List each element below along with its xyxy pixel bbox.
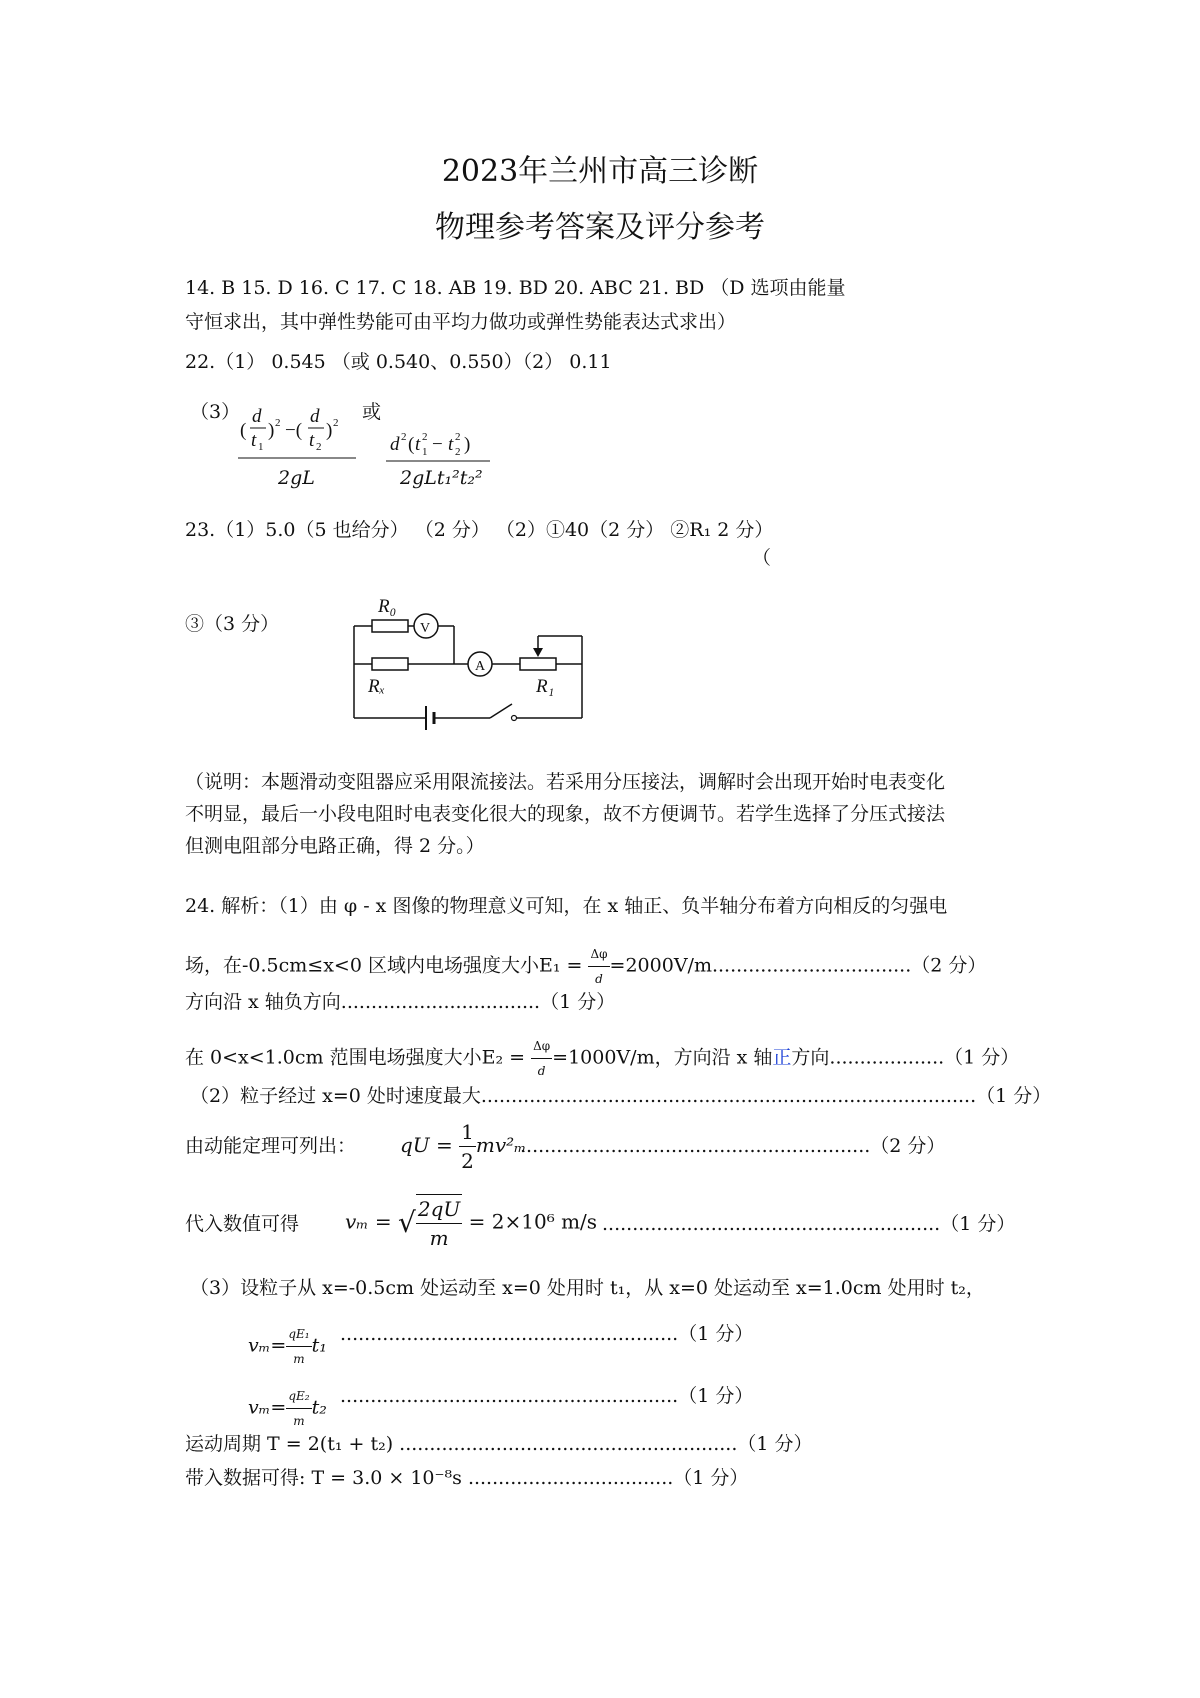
half-den: 2 — [461, 1149, 474, 1173]
q24-line10-vm: vₘ= — [248, 1396, 287, 1419]
circuit-diagram-svg — [340, 586, 600, 736]
e2-fraction-den: d — [537, 1064, 546, 1078]
svg-text:(: ( — [240, 420, 247, 441]
mc-answers-line2: 守恒求出，其中弹性势能可由平均力做功或弹性势能表达式求出） — [185, 311, 737, 333]
q24-line4-positive: 正 — [772, 1046, 792, 1069]
q24-line2-tail: =2000V/m.................................（2 分） — [609, 954, 987, 977]
svg-text:−(: −( — [285, 420, 303, 441]
q23-note-line3: 但测电阻部分电路正确，得 2 分。） — [185, 835, 485, 857]
q24-line10 — [248, 1384, 327, 1433]
q24-line4 — [185, 1034, 1019, 1083]
q24-line7-equation — [345, 1194, 597, 1252]
q24-line12: 带入数据可得: T = 3.0 × 10⁻⁸s ..................................（1 分） — [185, 1467, 749, 1489]
svg-text:d: d — [390, 434, 400, 455]
q24-line2 — [185, 942, 986, 991]
q24-line9-t1: t₁ — [311, 1334, 327, 1357]
svg-text:): ) — [326, 420, 333, 441]
e1-fraction-den: d — [595, 972, 603, 986]
q24-line11: 运动周期 T = 2(t₁ + t₂) ........................................................（1 分） — [185, 1433, 813, 1455]
q24-line7-tail: ........................................................（1 分） — [602, 1213, 1016, 1235]
e2-fraction — [531, 1034, 552, 1083]
q22-formula-1-denominator: 2gL — [278, 467, 315, 489]
qe1-num: qE₁ — [286, 1322, 311, 1347]
q22-formula-2-denominator: 2gLt₁²t₂² — [400, 467, 483, 489]
svg-text:1: 1 — [258, 441, 264, 453]
q24-line6-eq: qU = — [400, 1133, 460, 1157]
page-subtitle: 物理参考答案及评分参考 — [435, 210, 765, 245]
sqrt-num: 2qU — [416, 1195, 462, 1224]
r0-resistor — [372, 620, 408, 632]
q24-line9-vm: vₘ= — [248, 1334, 287, 1357]
svg-text:t: t — [309, 430, 315, 451]
q23-note-line1: （说明：本题滑动变阻器应采用限流接法。若采用分压接法，调解时会出现开始时电表变化 — [185, 771, 946, 793]
rx-label: Rₓ — [368, 676, 386, 697]
circuit-diagram — [340, 586, 600, 736]
svg-text:2: 2 — [455, 446, 461, 458]
qe1-den: m — [293, 1352, 305, 1366]
q24-line4-tail: 方向...................（1 分） — [791, 1046, 1020, 1069]
sqrt-den: m — [429, 1226, 449, 1250]
q24-line4-mid: =1000V/m，方向沿 x 轴 — [552, 1046, 773, 1069]
svg-text:2: 2 — [455, 431, 461, 443]
q22-part12: 22.（1） 0.545 （或 0.540、0.550）（2） 0.11 — [185, 351, 612, 373]
svg-text:): ) — [268, 420, 275, 441]
q24-line10-t2: t₂ — [311, 1396, 327, 1419]
svg-text:(: ( — [408, 434, 415, 455]
mc-answers-line1: 14. B 15. D 16. C 17. C 18. AB 19. BD 20. ABC 21. BD （D 选项由能量 — [185, 277, 846, 299]
sqrt-sign: √ — [398, 1206, 416, 1239]
q24-line6-tail: ..........................................................（2 分） — [520, 1135, 946, 1157]
rx-resistor — [372, 658, 408, 670]
q24-line6-rest: mv²ₘ — [475, 1133, 527, 1157]
q22-part3-label: （3） — [190, 401, 241, 423]
r1-rheostat — [520, 658, 556, 670]
q24-line6-label: 由动能定理可列出： — [185, 1135, 357, 1157]
svg-text:t: t — [251, 430, 257, 451]
q23-part3-label: ③（3 分） — [185, 613, 280, 635]
switch-lever — [490, 704, 512, 718]
r1-label: R₁ — [536, 676, 555, 697]
q24-line9 — [248, 1322, 327, 1371]
qe2-num: qE₂ — [286, 1384, 311, 1409]
svg-text:2: 2 — [275, 417, 281, 429]
q24-line8: （3）设粒子从 x=-0.5cm 处运动至 x=0 处用时 t₁，从 x=0 处运动至 x=1.0cm 处用时 t₂， — [190, 1277, 985, 1299]
switch-contact — [512, 716, 517, 721]
e1-fraction-num: Δφ — [588, 942, 609, 967]
q22-formula-2 — [386, 428, 494, 468]
page-title: 2023年兰州市高三诊断 — [441, 154, 759, 189]
q22-or-word: 或 — [362, 401, 382, 423]
e1-fraction — [588, 942, 609, 991]
q22-formula-2-svg — [386, 428, 494, 468]
svg-text:2: 2 — [422, 431, 428, 443]
svg-text:2: 2 — [316, 441, 322, 453]
qe1-fraction — [286, 1322, 311, 1371]
ammeter-label: A — [475, 659, 486, 674]
q24-line3: 方向沿 x 轴负方向.................................（1 分） — [185, 991, 616, 1013]
r0-label: R₀ — [378, 596, 397, 617]
svg-text:1: 1 — [422, 446, 428, 458]
q24-line4-text: 在 0<x<1.0cm 范围电场强度大小E₂ = — [185, 1046, 532, 1069]
qe2-fraction — [286, 1384, 311, 1433]
svg-text:−: − — [432, 434, 443, 455]
q24-line7-result: = 2×10⁶ m/s — [468, 1209, 598, 1234]
q24-line9-tail: ........................................................（1 分） — [340, 1323, 754, 1345]
svg-text:d: d — [252, 406, 262, 427]
q24-line2-text: 场，在-0.5cm≤x<0 区域内电场强度大小E₁ = — [185, 954, 589, 977]
slider-arrow — [533, 648, 543, 657]
voltmeter-label: V — [420, 621, 431, 636]
q24-line6-equation — [400, 1118, 526, 1175]
q23-note-line2: 不明显，最后一小段电阻时电表变化很大的现象，故不方便调节。若学生选择了分压式接法 — [185, 803, 946, 825]
half-fraction — [459, 1118, 476, 1175]
svg-text:t: t — [415, 434, 421, 455]
q24-line10-tail: ........................................................（1 分） — [340, 1385, 754, 1407]
q24-line1: 24. 解析：（1）由 φ - x 图像的物理意义可知，在 x 轴正、负半轴分布着方向相反的匀强电 — [185, 895, 948, 917]
q24-line7-label: 代入数值可得 — [185, 1213, 300, 1235]
svg-text:d: d — [310, 406, 320, 427]
e2-fraction-num: Δφ — [531, 1034, 552, 1059]
svg-text:): ) — [464, 434, 471, 455]
qe2-den: m — [293, 1414, 305, 1428]
svg-text:2: 2 — [333, 417, 339, 429]
q24-line7-eq: vₘ = — [345, 1209, 399, 1234]
svg-text:t: t — [448, 434, 454, 455]
q24-line5: （2）粒子经过 x=0 处时速度最大..................................................................................（1 分） — [190, 1085, 1052, 1107]
q23-paren: （ — [752, 547, 772, 569]
q23-line1: 23.（1）5.0（5 也给分） （2 分） （2）①40（2 分） ②R₁ 2 分） — [185, 519, 774, 541]
sqrt-fraction — [416, 1194, 462, 1252]
half-num: 1 — [459, 1118, 476, 1147]
svg-text:2: 2 — [401, 431, 407, 443]
